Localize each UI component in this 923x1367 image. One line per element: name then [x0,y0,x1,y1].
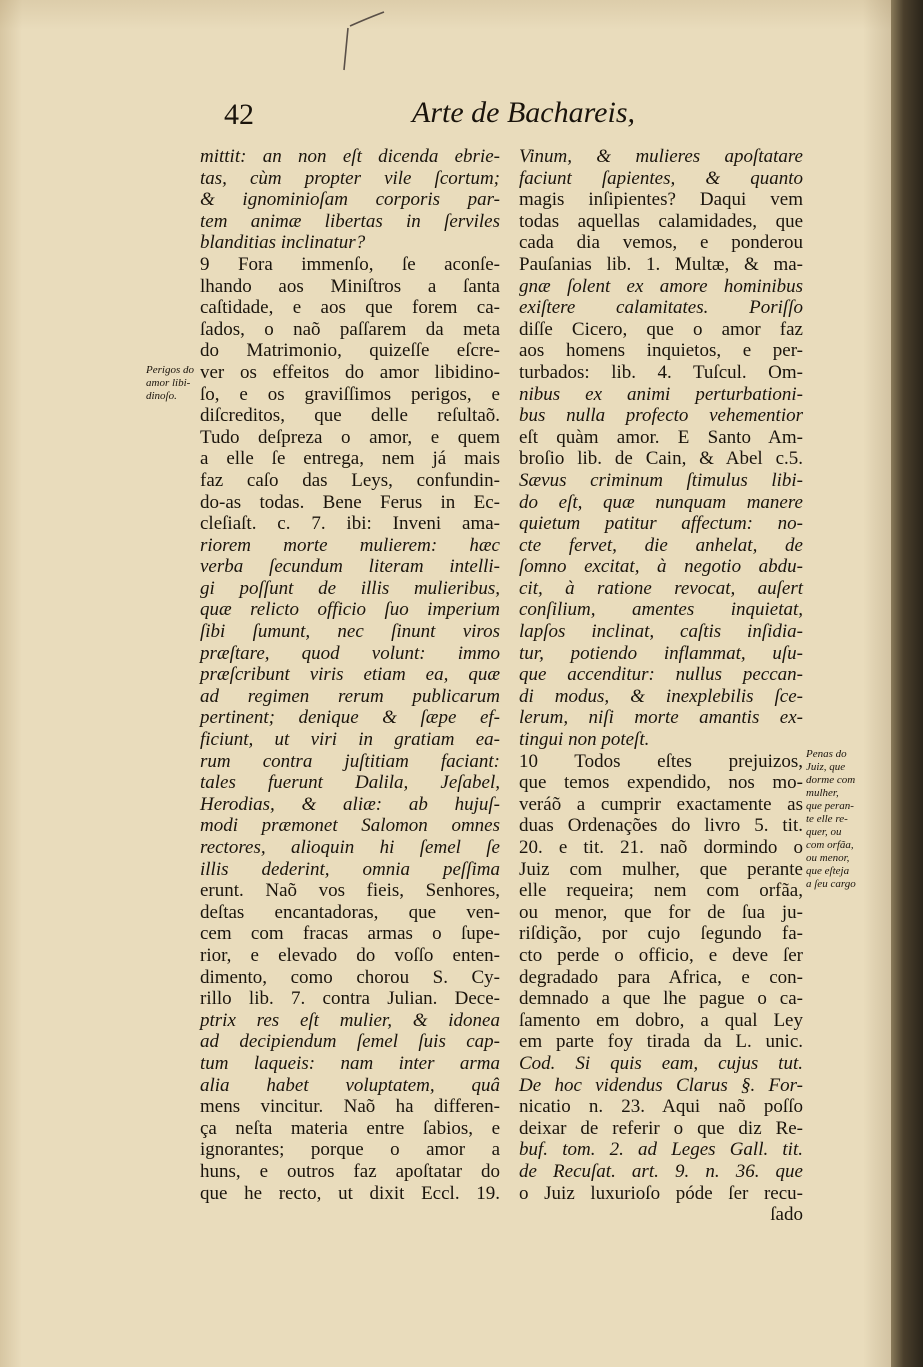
margin-note-line: quer, ou [806,826,842,838]
text-line: que he recto, ut dixit Eccl. 19. [200,1182,500,1204]
text-line: modi præmonet Salomon omnes [200,815,500,837]
text-line: De hoc videndus Clarus §. For- [519,1074,803,1096]
text-line: huns, e outros faz apoſtatar do [200,1160,500,1182]
text-line: ficiunt, ut viri in gratiam ea- [200,729,500,751]
text-line: do eſt, quæ nunquam manere [519,491,803,513]
text-line: elle requeira; nem com orfãa, [519,880,803,902]
text-line: demnado a que lhe pague o ca- [519,988,803,1010]
text-line: ignorantes; porque o amor a [200,1139,500,1161]
right-margin-note [806,748,874,891]
text-line: Tudo deſpreza o amor, e quem [200,426,500,448]
text-line: 10 Todos eſtes prejuizos, [519,750,803,772]
margin-note-line: ou menor, [806,852,850,864]
text-line: cit, à ratione revocat, auſert [519,577,803,599]
margin-note-line: Perigos do [146,364,194,376]
margin-note-line: que peran- [806,800,854,812]
text-line: alia habet voluptatem, quâ [200,1074,500,1096]
text-line: ſado [770,1204,803,1226]
text-line: em parte foy tirada da L. unic. [519,1031,803,1053]
text-line: tingui non poteſt. [519,729,650,751]
text-line: do-as todas. Bene Ferus in Ec- [200,491,500,513]
text-line: ſados, o naõ paſſarem da meta [200,318,500,340]
text-line: lerum, niſi morte amantis ex- [519,707,803,729]
text-line: eſt quàm amor. E Santo Am- [519,426,803,448]
text-line: rectores, alioquin hi ſemel ſe [200,837,500,858]
text-line: diſcreditos, que delle reſultaõ. [200,405,500,427]
text-line: cleſiaſt. c. 7. ibi: Inveni ama- [200,513,500,535]
text-line: tum laqueis: nam inter arma [200,1052,500,1074]
text-line: ptrix res eſt mulier, & idonea [200,1009,500,1031]
pencil-mark [328,8,388,72]
margin-note-line: dinoſo. [146,390,177,402]
text-line: diſſe Cicero, que o amor faz [519,318,803,340]
text-line: rior, e elevado do voſſo enten- [200,944,500,966]
left-text-column [200,146,500,1204]
text-line: deſtas encantadoras, que ven- [200,901,500,923]
right-text-column [519,146,803,1226]
text-line: conſilium, amentes inquietat, [519,599,803,621]
text-line: ad decipiendum ſemel ſuis cap- [200,1031,500,1053]
text-line: lapſos inclinat, caſtis inſidia- [519,621,803,643]
text-line: lhando aos Miniſtros a ſanta [200,275,500,297]
text-line: tas, cùm propter vile ſcortum; [200,167,500,189]
text-line: a elle ſe entrega, nem já mais [200,448,500,470]
margin-note-line: dorme com [806,774,856,786]
text-line: turbados: lib. 4. Tuſcul. Om- [519,361,803,383]
text-line: Vinum, & mulieres apoſtatare [519,146,803,167]
text-line: ver os effeitos do amor libidino- [200,361,500,383]
margin-note-line: Penas do [806,748,847,760]
text-line: todas aquellas calamidades, que [519,210,803,232]
margin-note-line: Juiz, que [806,761,846,773]
text-line: aos homens inquietos, e per- [519,340,803,362]
running-head: Arte de Bachareis, [412,96,635,129]
text-line: exiſtere calamitates. Poriſſo [519,297,803,319]
text-line: Juiz com mulher, que perante [519,858,803,880]
text-line: nibus ex animi perturbationi- [519,383,803,405]
text-line: duas Ordenações do livro 5. tit. [519,815,803,837]
left-margin-note [146,364,206,403]
text-line: quietum patitur affectum: no- [519,513,803,535]
text-line: nicatio n. 23. Aqui naõ poſſo [519,1096,803,1118]
text-line: degradado para Africa, e con- [519,966,803,988]
margin-note-line: a ſeu cargo [806,878,856,890]
text-line: cte fervet, die anhelat, de [519,534,803,556]
text-line: tem animæ libertas in ſerviles [200,210,500,232]
text-line: veráõ a cumprir exactamente as [519,793,803,815]
text-line: bus nulla profecto vehementior [519,405,803,427]
text-line: quæ relicto officio ſuo imperium [200,599,500,621]
text-line: de Recuſat. art. 9. n. 36. que [519,1160,803,1182]
text-line: gnæ ſolent ex amore hominibus [519,275,803,297]
text-line: cto perde o officio, e deve ſer [519,944,803,966]
text-line: cada dia vemos, e ponderou [519,232,803,254]
text-line: ſomno excitat, à negotio abdu- [519,556,803,578]
text-line: præſcribunt viris etiam ea, quæ [200,664,500,686]
text-line: erunt. Naõ vos fieis, Senhores, [200,880,500,902]
text-line: tales fuerunt Dalila, Jeſabel, [200,772,500,794]
text-line: 9 Fora immenſo, ſe aconſe- [200,253,500,275]
text-line: dimento, como chorou S. Cy- [200,966,500,988]
text-line: riſdição, por cujo ſegundo fa- [519,923,803,945]
text-line: cem com fracas armas o ſupe- [200,923,500,945]
text-line: Sævus criminum ſtimulus libi- [519,469,803,491]
text-line: præſtare, quod volunt: immo [200,642,500,664]
margin-note-line: que eſteja [806,865,850,877]
text-line: buf. tom. 2. ad Leges Gall. tit. [519,1139,803,1161]
text-line: rum contra juſtitiam faciant: [200,750,500,772]
margin-note-line: mulher, [806,787,839,799]
text-line: pertinent; denique & ſæpe ef- [200,707,500,729]
text-line: rillo lib. 7. contra Julian. Dece- [200,988,500,1010]
text-line: ou menor, que for de ſua ju- [519,901,803,923]
text-line: que accenditur: nullus peccan- [519,664,803,686]
text-line: illis dederint, omnia peſſima [200,858,500,880]
margin-note-line: te elle re- [806,813,848,825]
text-line: que temos expendido, nos mo- [519,772,803,794]
text-line: mens vincitur. Naõ ha differen- [200,1096,500,1118]
text-line: ça neſta materia entre ſabios, e [200,1117,500,1139]
text-line: mittit: an non eſt dicenda ebrie- [200,146,500,167]
text-line: di modus, & inexplebilis ſce- [519,685,803,707]
margin-note-line: com orfãa, [806,839,854,851]
text-line: Cod. Si quis eam, cujus tut. [519,1052,803,1074]
text-line: faz caſo das Leys, confundin- [200,469,500,491]
text-line: deixar de referir o que diz Re- [519,1117,803,1139]
text-line: Herodias, & aliæ: ab hujuſ- [200,793,500,815]
book-binding-shadow [891,0,923,1367]
text-line: Pauſanias lib. 1. Multæ, & ma- [519,253,803,275]
text-line: ad regimen rerum publicarum [200,685,500,707]
text-line: caſtidade, e aos que forem ca- [200,297,500,319]
text-line: ſamento em dobro, a qual Ley [519,1009,803,1031]
margin-note-line: amor libi- [146,377,191,389]
text-line: & ignominioſam corporis par- [200,189,500,211]
text-line: blanditias inclinatur? [200,232,366,254]
text-line: 20. e tit. 21. naõ dormindo o [519,837,803,858]
text-line: verba ſecundum literam intelli- [200,556,500,578]
text-line: riorem morte mulierem: hæc [200,534,500,556]
text-line: o Juiz luxurioſo póde ſer recu- [519,1182,803,1204]
text-line: gi poſſunt de illis mulieribus, [200,577,500,599]
text-line: ſo, e os graviſſimos perigos, e [200,383,500,405]
text-line: broſio lib. de Cain, & Abel c.5. [519,448,803,470]
text-line: ſibi ſumunt, nec ſinunt viros [200,621,500,643]
text-line: do Matrimonio, quizeſſe eſcre- [200,340,500,362]
text-line: tur, potiendo inflammat, uſu- [519,642,803,664]
text-line: faciunt ſapientes, & quanto [519,167,803,189]
page-number: 42 [224,98,254,131]
text-line: magis inſipientes? Daqui vem [519,189,803,211]
